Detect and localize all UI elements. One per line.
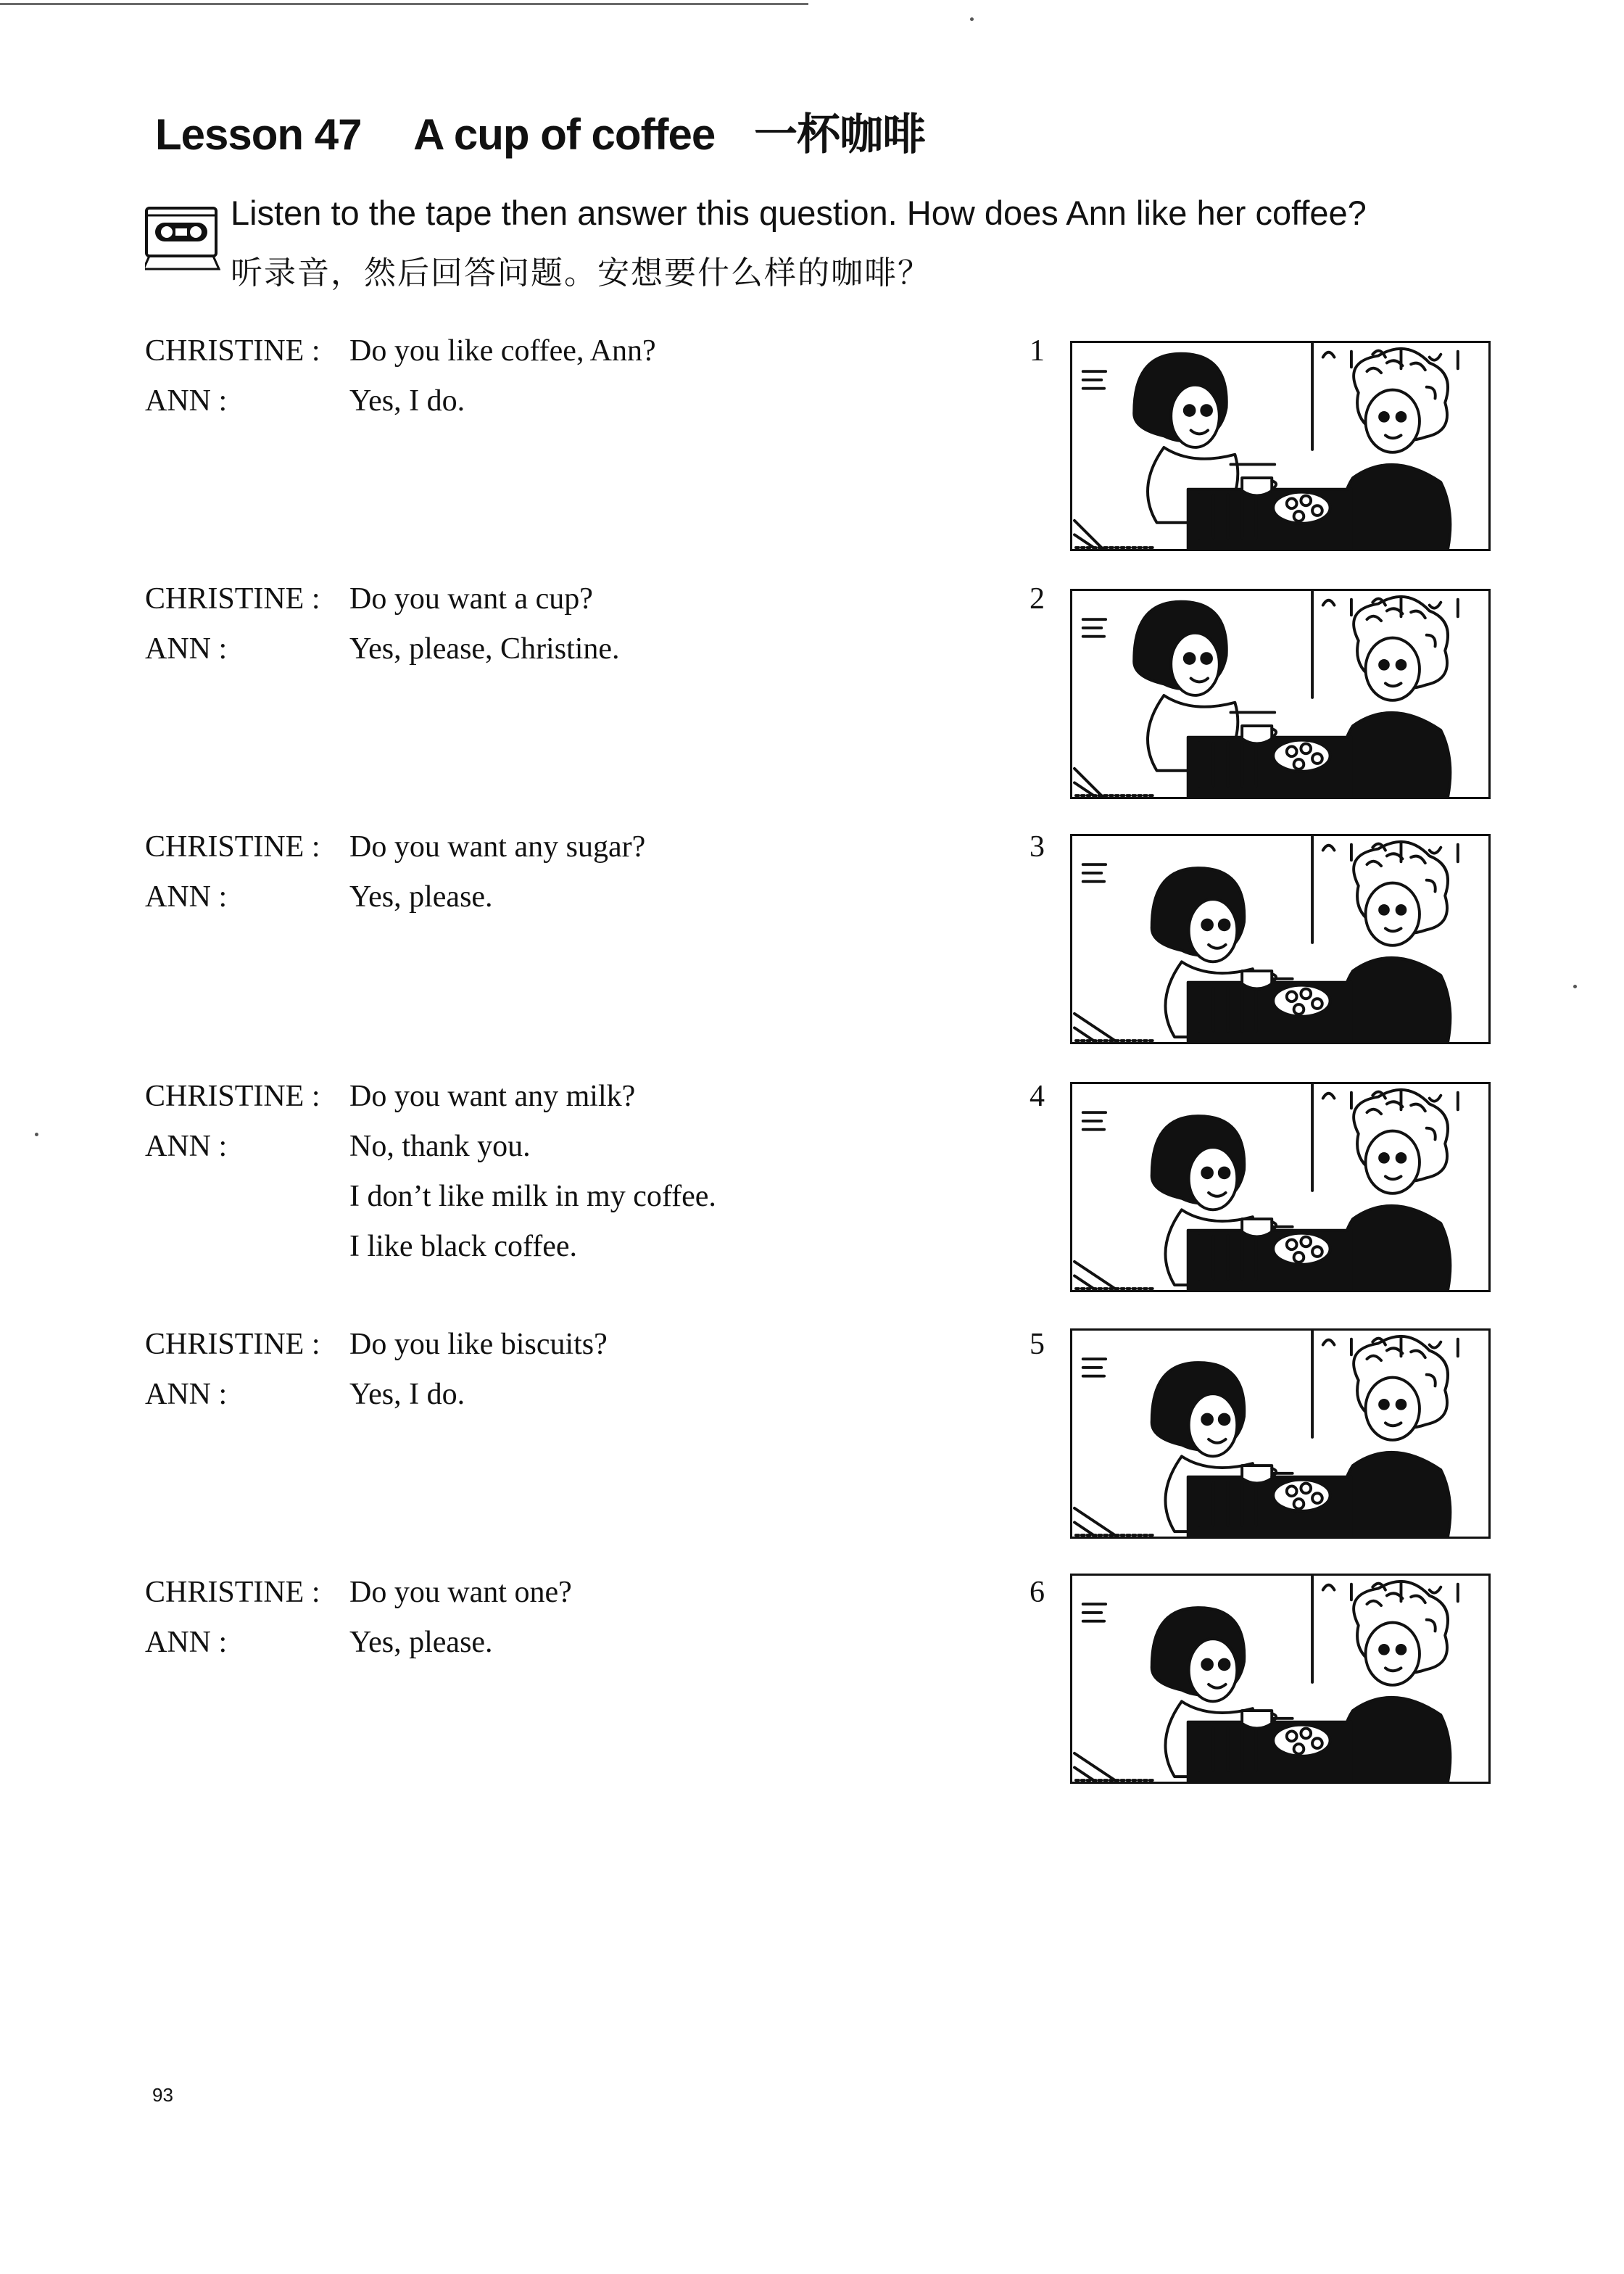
cartoon-drawing	[1072, 1084, 1488, 1290]
instruction-text-en: Listen to the tape then answer this question. How does Ann like her coffee?	[231, 194, 1367, 232]
cassette-tape-icon	[145, 207, 220, 272]
speech-text: Yes, please.	[349, 880, 493, 914]
speech-text: Do you want any sugar?	[349, 830, 646, 864]
frame-number: 4	[1030, 1080, 1045, 1113]
dialog-line	[145, 1377, 1015, 1427]
dialog-line	[145, 1179, 1015, 1229]
dialog-line	[145, 334, 1015, 384]
top-rule	[0, 3, 808, 5]
cartoon-drawing	[1072, 1331, 1488, 1537]
dialog-frame-4	[145, 1079, 1015, 1279]
dialog-line	[145, 384, 1015, 434]
speech-text: Do you want a cup?	[349, 582, 593, 616]
dialog-line	[145, 632, 1015, 682]
frame-number: 1	[1030, 334, 1045, 368]
dialog-line	[145, 1129, 1015, 1179]
frame-number: 6	[1030, 1576, 1045, 1609]
dialog-line	[145, 1229, 1015, 1279]
speaker-name: ANN :	[145, 880, 228, 914]
illustration-panel-2	[1070, 589, 1491, 799]
dialog-line	[145, 880, 1015, 930]
speech-text: Yes, I do.	[349, 384, 465, 418]
speaker-name: CHRISTINE :	[145, 1328, 320, 1361]
scan-speck	[1573, 985, 1577, 988]
dialog-line	[145, 1625, 1015, 1675]
cartoon-drawing	[1072, 836, 1488, 1042]
speech-text: I like black coffee.	[349, 1230, 578, 1263]
illustration-panel-3	[1070, 834, 1491, 1044]
speaker-name: ANN :	[145, 1378, 228, 1411]
cartoon-drawing	[1072, 591, 1488, 797]
dialog-frame-2	[145, 582, 1015, 682]
speaker-name: CHRISTINE :	[145, 582, 320, 616]
scan-speck	[35, 1133, 38, 1136]
speech-text: Yes, please.	[349, 1626, 493, 1659]
speaker-name: CHRISTINE :	[145, 1576, 320, 1609]
speech-text: Yes, I do.	[349, 1378, 465, 1411]
dialog-line	[145, 830, 1015, 880]
dialog-line	[145, 582, 1015, 632]
speaker-name: CHRISTINE :	[145, 334, 320, 368]
speaker-name: CHRISTINE :	[145, 1080, 320, 1113]
speech-text: I don’t like milk in my coffee.	[349, 1180, 716, 1213]
speech-text: Do you want any milk?	[349, 1080, 636, 1113]
lesson-title-en: A cup of coffee	[413, 110, 716, 159]
page-number: 93	[152, 2084, 173, 2106]
cartoon-drawing	[1072, 343, 1488, 549]
lesson-number: Lesson 47	[155, 110, 362, 159]
dialog-frame-1	[145, 334, 1015, 434]
speech-text: Do you want one?	[349, 1576, 572, 1609]
speaker-name: ANN :	[145, 632, 228, 666]
dialog-frame-5	[145, 1327, 1015, 1427]
dialog-line	[145, 1079, 1015, 1129]
frame-number: 2	[1030, 582, 1045, 616]
instruction-text-zh: 听录音，然后回答问题。安想要什么样的咖啡？	[231, 255, 931, 292]
dialog-frame-3	[145, 830, 1015, 930]
speech-text: Do you like coffee, Ann?	[349, 334, 656, 368]
dialog-line	[145, 1575, 1015, 1625]
cartoon-drawing	[1072, 1576, 1488, 1782]
illustration-panel-6	[1070, 1574, 1491, 1784]
frame-number: 3	[1030, 830, 1045, 864]
scan-speck	[970, 17, 974, 21]
dialog-line	[145, 1327, 1015, 1377]
speaker-name: CHRISTINE :	[145, 830, 320, 864]
speaker-name: ANN :	[145, 1626, 228, 1659]
lesson-title	[145, 100, 925, 162]
frame-number: 5	[1030, 1328, 1045, 1361]
illustration-panel-4	[1070, 1082, 1491, 1292]
lesson-title-zh: 一杯咖啡	[753, 109, 925, 160]
speaker-name: ANN :	[145, 1130, 228, 1163]
speech-text: No, thank you.	[349, 1130, 531, 1163]
illustration-panel-5	[1070, 1328, 1491, 1539]
speaker-name: ANN :	[145, 384, 228, 418]
illustration-panel-1	[1070, 341, 1491, 551]
dialog-frame-6	[145, 1575, 1015, 1675]
speech-text: Do you like biscuits?	[349, 1328, 608, 1361]
speech-text: Yes, please, Christine.	[349, 632, 620, 666]
